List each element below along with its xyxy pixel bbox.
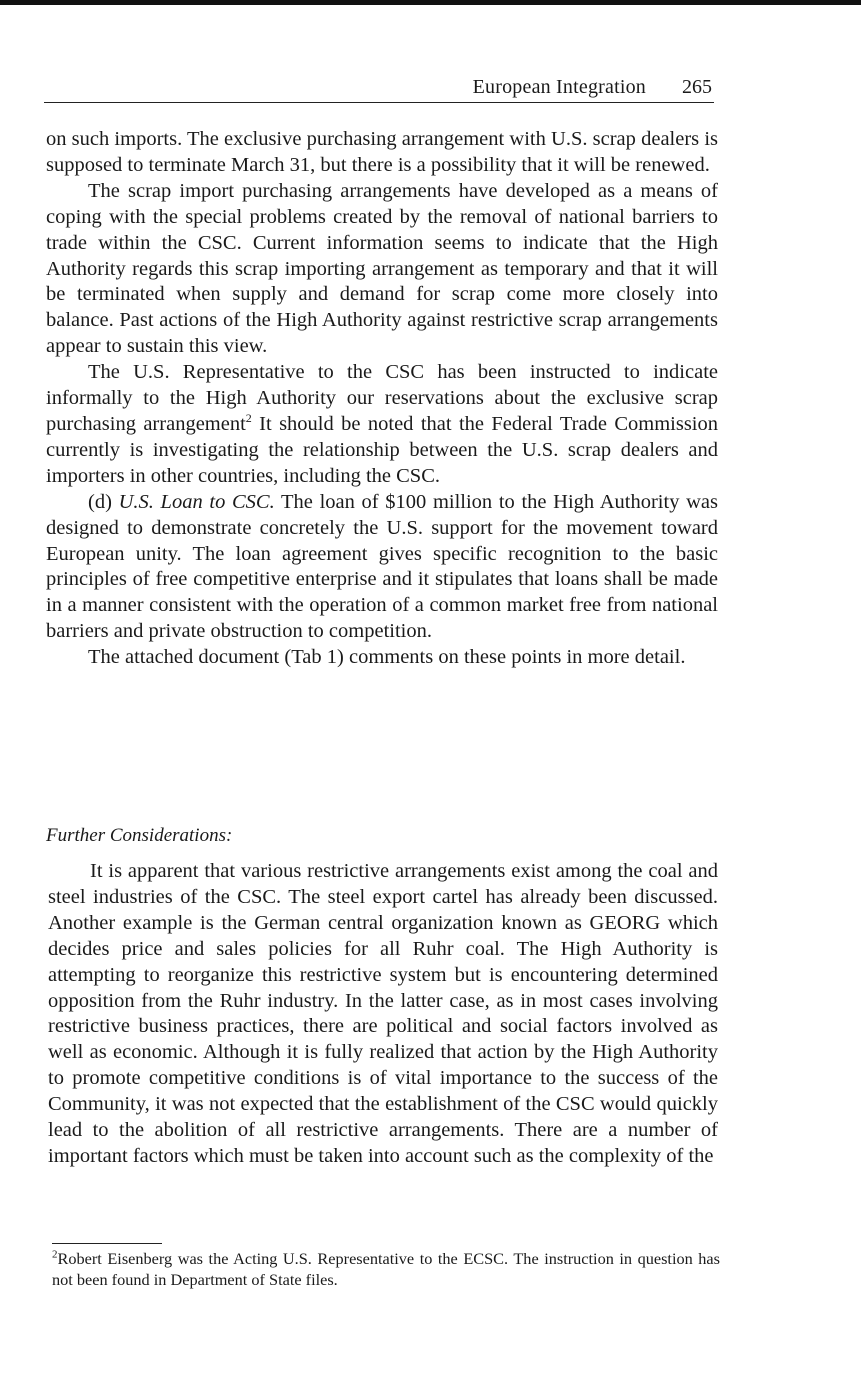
paragraph-us-loan <box>46 490 718 645</box>
footnote-text: Robert Eisenberg was the Acting U.S. Representative to the ECSC. The instruction in question has not been found in Department of State files. <box>52 1249 720 1289</box>
paragraph-text: It should be noted that the Federal Trade Commission currently is investigating the relationship between the U.S. scrap dealers and importers in other countries, including the CSC. <box>46 412 718 487</box>
paragraph-continued: on such imports. The exclusive purchasing arrangement with U.S. scrap dealers is supposed to terminate March 31, but there is a possibility that it will be renewed. <box>46 128 718 176</box>
section-body-text <box>48 859 718 1170</box>
paragraph-scrap-arrangements: The scrap import purchasing arrangements have developed as a means of coping with the special problems created by the removal of national barriers to trade within the CSC. Current information seems to indicate that the High Authority regards this scrap importing arrangement as temporary and that it will be terminated when supply and demand for scrap come more closely into balance. Past actions of the High Authority against restrictive scrap arrangements appear to sustain this view. <box>46 179 718 358</box>
paragraph-attached-document: The attached document (Tab 1) comments on these points in more detail. <box>88 646 686 669</box>
footnote-mark: 2 <box>52 1248 58 1261</box>
page-number: 265 <box>682 76 712 98</box>
item-title: U.S. Loan to CSC. <box>118 490 275 513</box>
item-label: (d) <box>88 490 119 513</box>
footnote-divider <box>52 1243 162 1244</box>
footnote <box>52 1249 720 1290</box>
section-heading: Further Considerations: <box>46 825 233 846</box>
paragraph-text: The U.S. Representative to the CSC has been instructed to indicate informally to the High Authority our reservations about the exclusive scrap purchasing arrangement <box>46 361 718 435</box>
paragraph-restrictive-arrangements: It is apparent that various restrictive arrangements exist among the coal and steel industries of the CSC. The steel export cartel has already been discussed. Another example is the German central organization known as GEORG which decides price and sales policies for all Ruhr coal. The High Authority is attempting to reorganize this restrictive system but is encountering determined opposition from the Ruhr industry. In the latter case, as in most cases involving restrictive business practices, there are political and social factors involved as well as economic. Although it is fully realized that action by the High Authority to promote competitive conditions is of vital importance to the success of the Community, it was not expected that the establishment of the CSC would quickly lead to the abolition of all restrictive arrangements. There are a number of important factors which must be taken into account such as the complexity of the <box>48 860 718 1167</box>
running-header <box>44 74 714 103</box>
paragraph-us-representative <box>46 360 718 490</box>
footnote-reference: 2 <box>245 411 252 426</box>
scan-top-edge <box>0 0 861 5</box>
running-title: European Integration <box>472 76 646 98</box>
paragraph-text: The loan of $100 million to the High Authority was designed to demonstrate concretely the U.S. support for the movement toward European unity. The loan agreement gives specific recognition to the basic principles of free competitive enterprise and it stipulates that loans shall be made in a manner consistent with the operation of a common market free from national barriers and private obstruction to competition. <box>46 490 718 643</box>
main-body-text <box>46 127 718 671</box>
